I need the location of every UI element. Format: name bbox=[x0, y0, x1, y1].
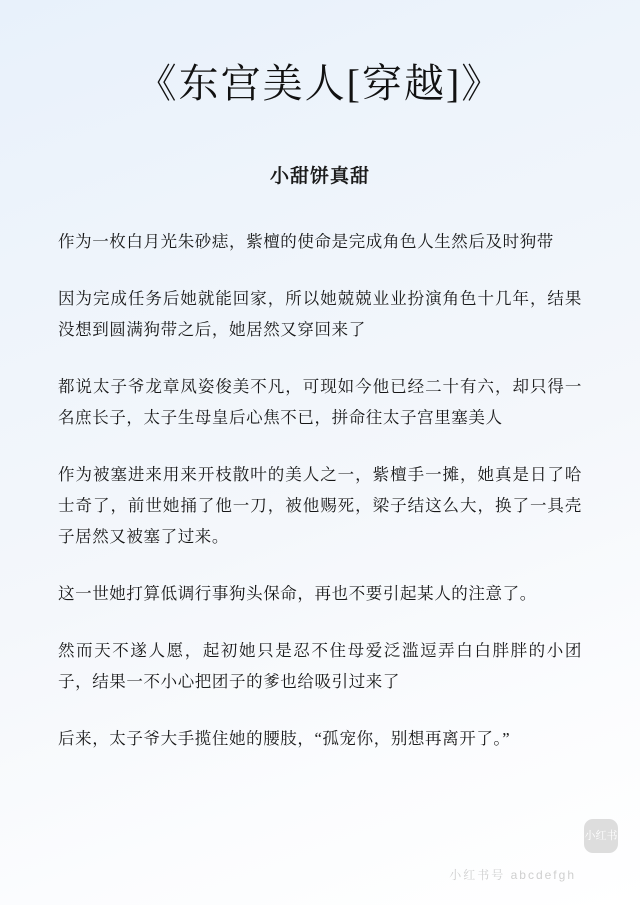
body-text bbox=[58, 226, 582, 754]
document-page bbox=[0, 52, 640, 905]
paragraph: 后来，太子爷大手揽住她的腰肢，“孤宠你，别想再离开了。” bbox=[58, 729, 511, 748]
watermark-logo-icon: 小红书 bbox=[584, 819, 618, 853]
paragraph: 然而天不遂人愿，起初她只是忍不住母爱泛滥逗弄白白胖胖的小团子，结果一不小心把团子的爹也给吸引过来了 bbox=[58, 641, 582, 691]
paragraph: 这一世她打算低调行事狗头保命，再也不要引起某人的注意了。 bbox=[58, 584, 537, 603]
watermark-account-text: 小红书号 abcdefgh bbox=[449, 868, 576, 882]
paragraph: 作为被塞进来用来开枝散叶的美人之一，紫檀手一摊，她真是日了哈士奇了，前世她捅了他一刀，被他赐死，梁子结这么大，换了一具壳子居然又被塞了过来。 bbox=[58, 465, 582, 546]
paragraph: 都说太子爷龙章凤姿俊美不凡，可现如今他已经二十有六，却只得一名庶长子，太子生母皇后心焦不已，拼命往太子宫里塞美人 bbox=[58, 377, 582, 427]
paragraph: 作为一枚白月光朱砂痣，紫檀的使命是完成角色人生然后及时狗带 bbox=[58, 232, 554, 251]
author-name: 小甜饼真甜 bbox=[269, 166, 370, 187]
page-title: 《东宫美人[穿越]》 bbox=[136, 61, 504, 106]
paragraph: 因为完成任务后她就能回家，所以她兢兢业业扮演角色十几年，结果没想到圆满狗带之后，她居然又穿回来了 bbox=[58, 289, 582, 339]
